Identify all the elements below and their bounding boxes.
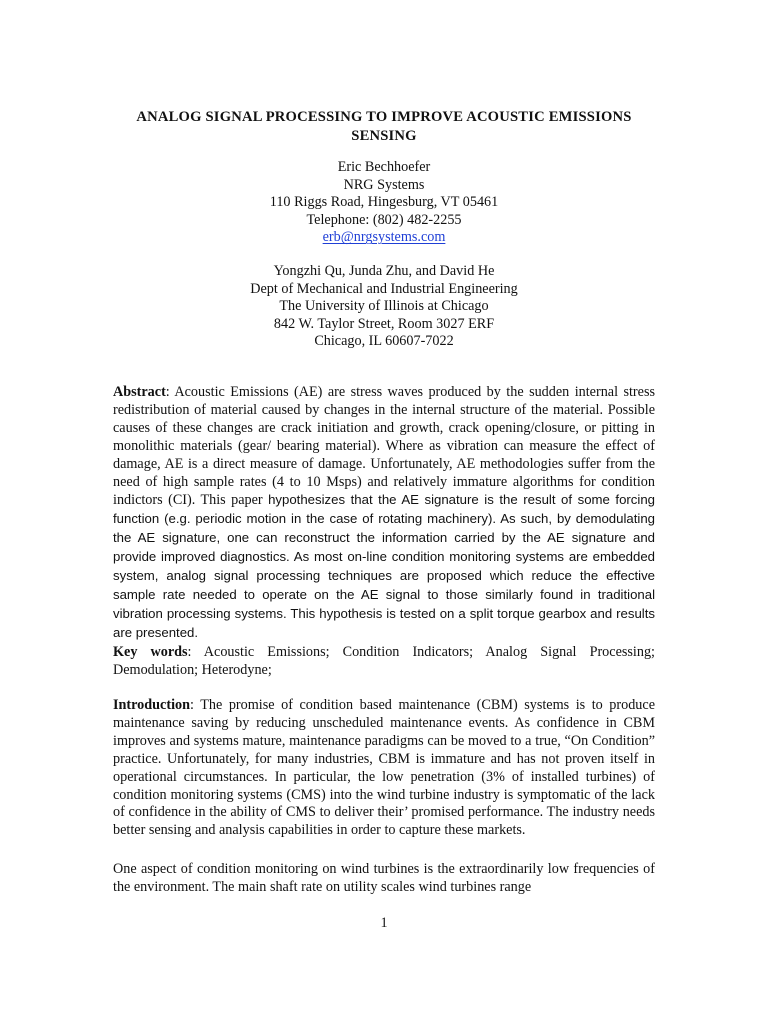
paper-title xyxy=(100,108,668,146)
keywords-text: : Acoustic Emissions; Condition Indicators; Analog Signal Processing; Demodulation; Heterodyne; xyxy=(113,644,655,678)
coauthor-department: Dept of Mechanical and Industrial Engineering xyxy=(250,280,518,297)
abstract-paragraph xyxy=(113,384,655,643)
introduction-paragraph xyxy=(113,697,655,840)
coauthor-names: Yongzhi Qu, Junda Zhu, and David He xyxy=(273,263,495,279)
author-address: 110 Riggs Road, Hingesburg, VT 05461 xyxy=(269,194,499,211)
body-paragraph: One aspect of condition monitoring on wind turbines is the extraordinarily low frequencies of the environment. The main shaft rate on utility scales wind turbines range xyxy=(113,861,655,895)
author-name: Eric Bechhoefer xyxy=(337,159,431,175)
coauthor-street: 842 W. Taylor Street, Room 3027 ERF xyxy=(273,315,495,332)
abstract-text: : Acoustic Emissions (AE) are stress waves produced by the sudden internal stress redistribution of material caused by changes in the internal structure of the material. Possible causes of these changes are crack initiation and growth, crack opening/closure, or pitting in monolithic materials (gear/ bearing material). Where as vibration can measure the effect of damage, AE is a direct measure of damage. Unfortunately, AE methodologies suffer from the need of high sample rates (4 to 10 Msps) and relatively immature algorithms for condition indictors (CI). This paper xyxy=(113,384,655,509)
page-number: 1 xyxy=(380,915,388,931)
abstract-text-continued: hypothesizes that the AE signature is the result of some forcing function (e.g. periodic motion in the case of rotating machinery). As such, by demodulating the AE signature, one can reconstruct the information carried by the AE signature and provide improved diagnostics. As most on-line condition monitoring systems are embedded system, analog signal processing techniques are proposed which reduce the effective sample rate needed to operate on the AE signal to those similarly found in traditional vibration processing systems. This hypothesis is tested on a split torque gearbox and results are presented. xyxy=(113,492,655,640)
introduction-label: Introduction xyxy=(113,697,190,713)
author-block-secondary xyxy=(120,263,648,351)
title-line-2: SENSING xyxy=(351,128,417,144)
author-organization: NRG Systems xyxy=(343,176,425,193)
title-line-1: ANALOG SIGNAL PROCESSING TO IMPROVE ACOUSTIC EMISSIONS xyxy=(136,109,632,125)
abstract-label: Abstract xyxy=(113,384,166,400)
author-telephone: Telephone: (802) 482-2255 xyxy=(306,211,462,228)
author-block-primary xyxy=(120,159,648,247)
keywords-paragraph xyxy=(113,644,655,680)
introduction-text: : The promise of condition based maintenance (CBM) systems is to produce maintenance saving by reducing unscheduled maintenance events. As confidence in CBM improves and systems mature, maintenance paradigms can be moved to a true, “On Condition” practice. Unfortunately, for many industries, CBM is immature and has not proven itself in operational circumstances. In particular, the low penetration (3% of installed turbines) of condition monitoring systems (CMS) into the wind turbine industry is symptomatic of the lack of confidence in the ability of CMS to deliver their’ promised performance. The industry needs better sensing and analysis capabilities in order to capture these markets. xyxy=(113,697,655,839)
coauthor-university: The University of Illinois at Chicago xyxy=(279,298,489,315)
coauthor-city: Chicago, IL 60607-7022 xyxy=(314,333,454,350)
author-email-link[interactable]: erb@nrgsystems.com xyxy=(322,229,446,246)
keywords-label: Key words xyxy=(113,644,188,660)
